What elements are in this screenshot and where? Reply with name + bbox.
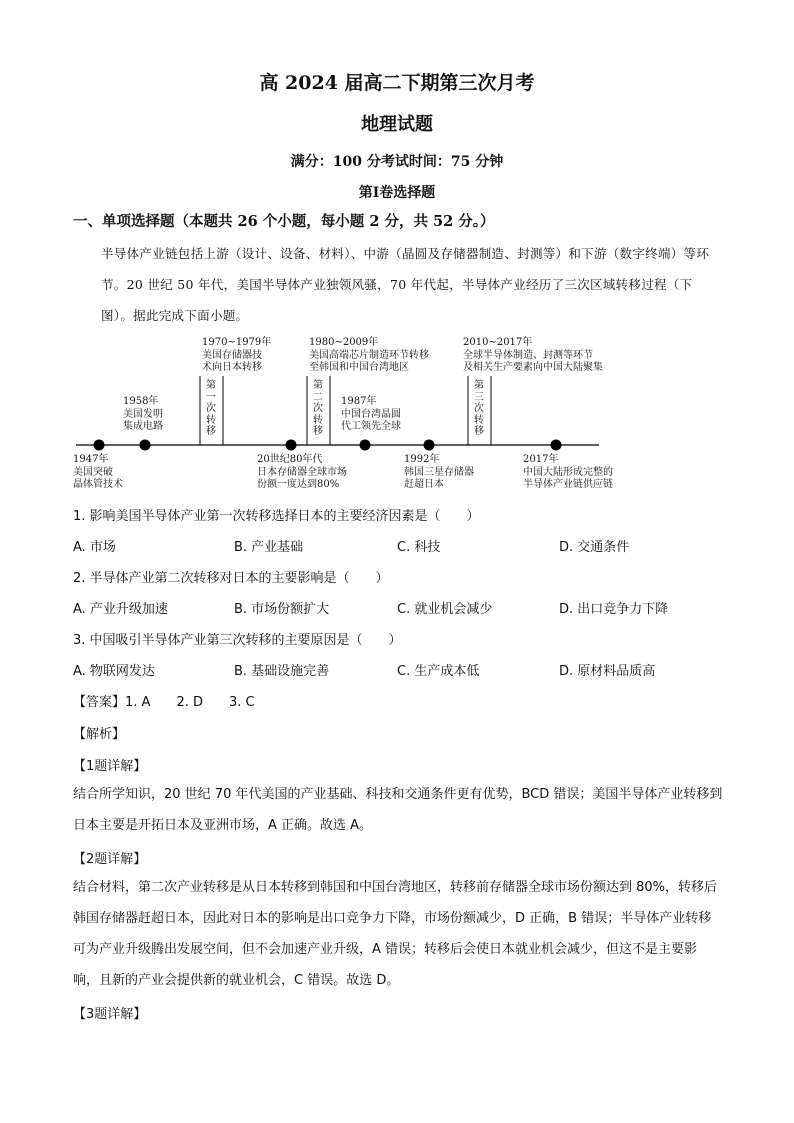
question-1-stem: 1. 影响美国半导体产业第一次转移选择日本的主要经济因素是（ ） [73, 509, 480, 524]
timeline-top-label-1: 1970~1979年 美国存储器技 术向日本转移 [202, 337, 272, 373]
material-text: 半导体产业链包括上游（设计、设备、材料）、中游（晶圆及存储器制造、封测等）和下游（数字终端）等环节。20 世纪 50 年代，美国半导体产业独领风骚，70 年代起，半导体产业经历了三次区域转移过程（下图）。据此完成下面小题。 [101, 246, 710, 323]
section-heading: 一、单项选择题（本题共 26 个小题，每小题 2 分，共 52 分。） [73, 213, 495, 230]
question-1-option-d: D. 交通条件 [559, 540, 630, 555]
question-3-option-d: D. 原材料品质高 [559, 664, 656, 679]
transfer-2-label: 第二次转移 [313, 380, 323, 437]
exam-meta: 满分：100 分考试时间：75 分钟 [290, 154, 504, 170]
question-2-option-b: B. 市场份额扩大 [234, 602, 330, 617]
question-2-option-d: D. 出口竞争力下降 [559, 602, 669, 617]
timeline-dot-1987 [360, 440, 371, 451]
transfer-3-label: 第三次转移 [474, 380, 484, 437]
analysis-1-heading: 【1题详解】 [73, 759, 147, 774]
timeline-mid-label-1958: 1958年 美国发明 集成电路 [123, 396, 163, 432]
answer-value: 1. A 2. D 3. C [125, 695, 255, 710]
question-2-stem: 2. 半导体产业第二次转移对日本的主要影响是（ ） [73, 571, 389, 586]
question-1-option-a: A. 市场 [73, 540, 116, 555]
analysis-3-heading: 【3题详解】 [73, 1007, 147, 1022]
volume-heading: 第Ⅰ卷选择题 [358, 185, 436, 201]
question-1-option-b: B. 产业基础 [234, 540, 304, 555]
timeline-mid-label-1987: 1987年 中国台湾晶圆 代工领先全球 [341, 396, 401, 432]
material-paragraph [73, 238, 723, 331]
question-1-option-c: C. 科技 [397, 540, 441, 555]
exam-subject: 地理试题 [361, 114, 433, 135]
question-3-stem: 3. 中国吸引半导体产业第三次转移的主要原因是（ ） [73, 633, 402, 648]
question-3-option-b: B. 基础设施完善 [234, 664, 330, 679]
timeline-dot-1958 [140, 440, 151, 451]
question-2-option-c: C. 就业机会减少 [397, 602, 493, 617]
timeline-top-label-2: 1980~2009年 美国高端芯片制造环节转移 至韩国和中国台湾地区 [309, 337, 429, 373]
analysis-label: 【解析】 [73, 727, 126, 742]
timeline-dot-2017 [551, 440, 562, 451]
answer-line [73, 691, 255, 710]
timeline-bottom-label-2017: 2017年 中国大陆形成完整的 半导体产业链供应链 [523, 454, 613, 490]
timeline-bottom-label-1992: 1992年 韩国三星存储器 赶超日本 [404, 454, 474, 490]
transfer-1-label: 第一次转移 [206, 380, 216, 437]
answer-label: 【答案】 [73, 695, 126, 710]
timeline-bottom-label-1980s: 20世纪80年代 日本存储器全球市场 份额一度达到80% [257, 454, 347, 490]
question-3-option-c: C. 生产成本低 [397, 664, 480, 679]
question-3-option-a: A. 物联网发达 [73, 664, 155, 679]
question-2-option-a: A. 产业升级加速 [73, 602, 168, 617]
exam-title: 高 2024 届高二下期第三次月考 [259, 72, 535, 94]
timeline-top-label-3: 2010~2017年 全球半导体制造、封测等环节 及相关生产要素向中国大陆聚集 [463, 337, 603, 373]
timeline-dot-1992 [424, 440, 435, 451]
analysis-2-heading: 【2题详解】 [73, 852, 147, 867]
analysis-2-text: 结合材料，第二次产业转移是从日本转移到韩国和中国台湾地区，转移前存储器全球市场份额达到 80%，转移后韩国存储器赶超日本，因此对日本的影响是出口竞争力下降，市场份额减少，D 正确，B 错误；半导体产业转移可为产业升级腾出发展空间，但不会加速产业升级，A 错误；转移后会使日本就业机会减少，但这不是主要影响，且新的产业会提供新的就业机会，C 错误。故选 D。 [73, 880, 718, 988]
timeline-dot-1947 [94, 440, 105, 451]
analysis-1-text: 结合所学知识，20 世纪 70 年代美国的产业基础、科技和交通条件更有优势，BCD 错误；美国半导体产业转移到日本主要是开拓日本及亚洲市场，A 正确。故选 A。 [73, 787, 723, 833]
timeline-dot-1980s [286, 440, 297, 451]
timeline-bottom-label-1947: 1947年 美国突破 晶体管技术 [73, 454, 123, 490]
